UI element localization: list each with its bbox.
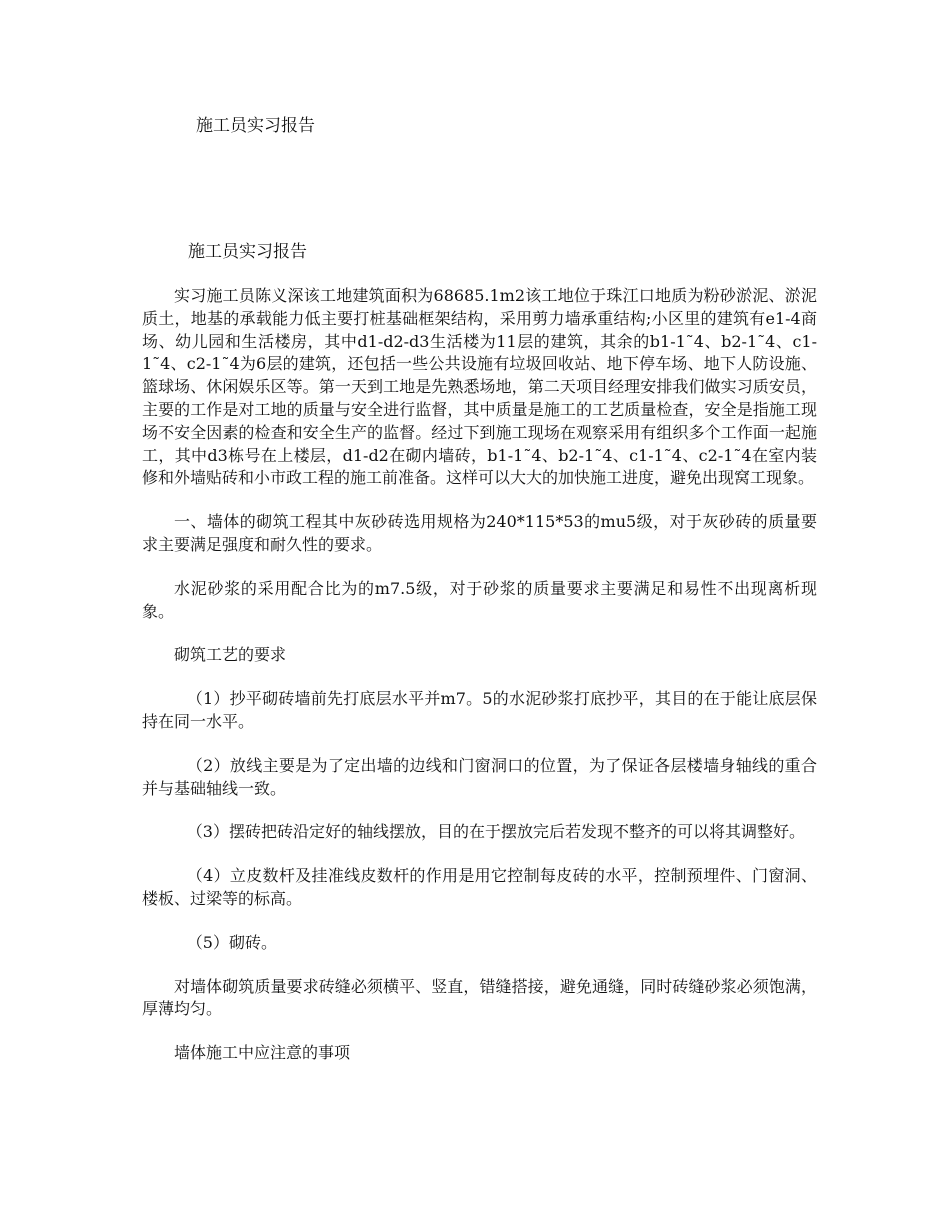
paragraph-masonry-requirements-heading: 砌筑工艺的要求 (174, 645, 287, 665)
paragraph-mortar: 水泥砂浆的采用配合比为的m7.5级，对于砂浆的质量要求主要满足和易性不出现离析现象。 (142, 578, 817, 621)
paragraph-step-1: （1）抄平砌砖墙前先打底层水平并m7。5的水泥砂浆打底抄平，其目的在于能让底层保持在同一水平。 (142, 689, 817, 731)
paragraph-step-5: （5）砌砖。 (186, 932, 277, 952)
paragraph-precautions-heading: 墙体施工中应注意的事项 (174, 1043, 351, 1063)
document-title: 施工员实习报告 (196, 116, 315, 136)
paragraph-step-3: （3）摆砖把砖沿定好的轴线摆放，目的在于摆放完后若发现不整齐的可以将其调整好。 (186, 822, 805, 842)
paragraph-step-2: （2）放线主要是为了定出墙的边线和门窗洞口的位置，为了保证各层楼墙身轴线的重合并与基础轴线一致。 (142, 755, 817, 798)
paragraph-intro: 实习施工员陈义深该工地建筑面积为68685.1m2该工地位于珠江口地质为粉砂淤泥、淤泥质土，地基的承载能力低主要打桩基础框架结构，采用剪力墙承重结构;小区里的建筑有e1-4商场、幼儿园和生活楼房，其中d1-d2-d3生活楼为11层的建筑，其余的b1-1˜4、b2-1˜4、c1-1˜4、c2-1˜4为6层的建筑，还包括一些公共设施有垃圾回收站、地下停车场、地下人防设施、篮球场、休闲娱乐区等。第一天到工地是先熟悉场地，第二天项目经理安排我们做实习质安员，主要的工作是对工地的质量与安全进行监督，其中质量是施工的工艺质量检查，安全是指施工现场不安全因素的检查和安全生产的监督。经过下到施工现场在观察采用有组织多个工作面一起施工，其中d3栋号在上楼层，d1-d2在砌内墙砖，b1-1˜4、b2-1˜4、c1-1˜4、c2-1˜4在室内装修和外墙贴砖和小市政工程的施工前准备。这样可以大大的加快施工进度，避免出现窝工现象。 (142, 286, 817, 488)
paragraph-quality-requirements: 对墙体砌筑质量要求砖缝必须横平、竖直，错缝搭接，避免通缝，同时砖缝砂浆必须饱满，厚薄均匀。 (142, 976, 817, 1019)
section-title: 施工员实习报告 (188, 242, 307, 262)
document-body (142, 285, 817, 1065)
paragraph-wall-masonry: 一、墙体的砌筑工程其中灰砂砖选用规格为240*115*53的mu5级，对于灰砂砖的质量要求主要满足强度和耐久性的要求。 (142, 512, 817, 554)
paragraph-step-4: （4）立皮数杆及挂准线皮数杆的作用是用它控制每皮砖的水平，控制预埋件、门窗洞、楼板、过梁等的标高。 (142, 866, 817, 908)
